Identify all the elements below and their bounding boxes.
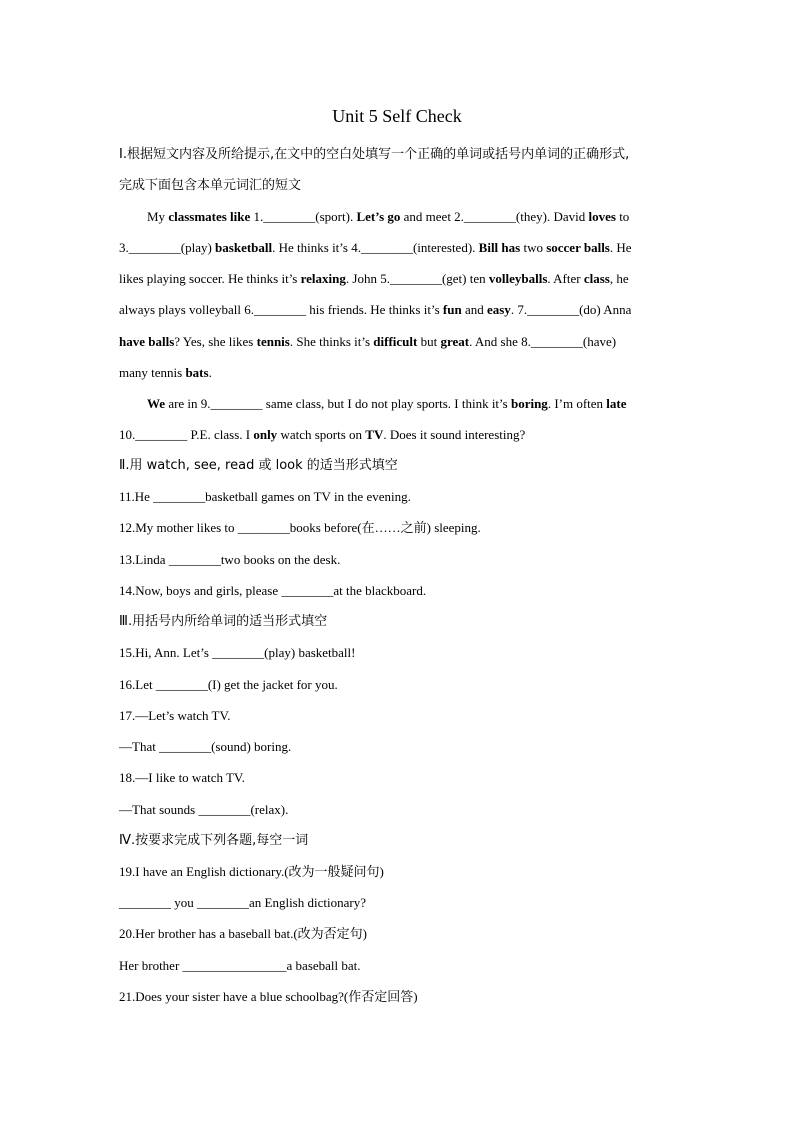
section-3-heading: Ⅲ.用括号内所给单词的适当形式填空	[119, 614, 328, 629]
keyword: basketball	[215, 240, 273, 255]
passage-text: ? Yes, she likes	[174, 334, 257, 349]
keyword: great	[440, 334, 470, 349]
keyword: TV	[365, 427, 384, 442]
section-4-heading: Ⅳ.按要求完成下列各题,每空一词	[119, 833, 309, 848]
p1-line-6	[119, 363, 679, 383]
keyword: volleyballs	[488, 271, 548, 286]
question-20-answer: Her brother ________________a baseball bat.	[119, 958, 361, 973]
question-17: 17.—Let’s watch TV.	[119, 708, 231, 723]
question-13: 13.Linda ________two books on the desk.	[119, 552, 341, 567]
passage-text: to	[615, 209, 630, 224]
passage-text: 10.________ P.E. class. I	[119, 427, 254, 442]
keyword: have balls	[119, 334, 175, 349]
p2-line-1	[147, 394, 707, 414]
passage-text: . She thinks it’s	[289, 334, 374, 349]
passage-text: . Does it sound interesting?	[383, 427, 526, 442]
keyword: classmates like	[168, 209, 251, 224]
question-18-reply: —That sounds ________(relax).	[119, 802, 289, 817]
keyword: Bill has	[478, 240, 521, 255]
passage-text: 3.________(play)	[119, 240, 216, 255]
question-11: 11.He ________basketball games on TV in the evening.	[119, 489, 411, 504]
passage-text: but	[417, 334, 441, 349]
p1-line-4	[119, 300, 679, 320]
keyword: only	[253, 427, 278, 442]
passage-text: . I’m often	[547, 396, 607, 411]
question-17-reply: —That ________(sound) boring.	[119, 739, 292, 754]
keyword: boring	[510, 396, 548, 411]
question-20: 20.Her brother has a baseball bat.(改为否定句)	[119, 926, 368, 941]
passage-text: are in 9.________ same class, but I do not play sports. I think it’s	[165, 396, 511, 411]
passage-text: . After	[547, 271, 584, 286]
passage-text: many tennis	[119, 365, 186, 380]
passage-text: My	[147, 209, 169, 224]
keyword: fun	[442, 302, 462, 317]
keyword: easy	[486, 302, 511, 317]
keyword: We	[147, 396, 166, 411]
question-19: 19.I have an English dictionary.(改为一般疑问句)	[119, 864, 384, 879]
question-15: 15.Hi, Ann. Let’s ________(play) basketball!	[119, 645, 356, 660]
passage-text: . He	[609, 240, 632, 255]
keyword: Let’s go	[356, 209, 401, 224]
passage-text: and	[461, 302, 487, 317]
question-12: 12.My mother likes to ________books before(在……之前) sleeping.	[119, 520, 481, 535]
keyword: tennis	[256, 334, 290, 349]
passage-text: . And she 8.________(have)	[469, 334, 617, 349]
keyword: loves	[588, 209, 616, 224]
passage-text: always plays volleyball 6.________ his friends. He thinks it’s	[119, 302, 443, 317]
passage-text: . 7.________(do) Anna	[510, 302, 632, 317]
p1-line-3	[119, 269, 679, 289]
p2-line-2	[119, 425, 679, 445]
passage-text: and meet 2.________(they). David	[400, 209, 589, 224]
keyword: late	[606, 396, 627, 411]
section-2-heading: Ⅱ.用 watch, see, read 或 look 的适当形式填空	[119, 458, 398, 473]
passage-text: .	[208, 365, 212, 380]
section-1-heading: Ⅰ.根据短文内容及所给提示,在文中的空白处填写一个正确的单词或括号内单词的正确形式,	[119, 147, 630, 162]
passage-text: . John 5.________(get) ten	[345, 271, 489, 286]
p1-line-1	[147, 207, 707, 227]
keyword: bats	[185, 365, 209, 380]
page-title: Unit 5 Self Check	[332, 106, 462, 126]
p1-line-5	[119, 332, 679, 352]
passage-text: two	[520, 240, 547, 255]
passage-text: . He thinks it’s 4.________(interested).	[272, 240, 479, 255]
p1-line-2	[119, 238, 679, 258]
question-16: 16.Let ________(I) get the jacket for you.	[119, 677, 338, 692]
passage-text: 1.________(sport).	[250, 209, 357, 224]
question-18: 18.—I like to watch TV.	[119, 770, 245, 785]
passage-text: watch sports on	[277, 427, 366, 442]
question-21: 21.Does your sister have a blue schoolbag?(作否定回答)	[119, 989, 418, 1004]
question-19-answer: ________ you ________an English dictionary?	[119, 895, 366, 910]
passage-text: likes playing soccer. He thinks it’s	[119, 271, 301, 286]
question-14: 14.Now, boys and girls, please ________at the blackboard.	[119, 583, 427, 598]
keyword: difficult	[373, 334, 418, 349]
section-1-heading-cont: 完成下面包含本单元词汇的短文	[119, 178, 302, 193]
keyword: relaxing	[300, 271, 346, 286]
keyword: soccer balls	[546, 240, 610, 255]
passage-text: , he	[609, 271, 629, 286]
keyword: class	[583, 271, 610, 286]
